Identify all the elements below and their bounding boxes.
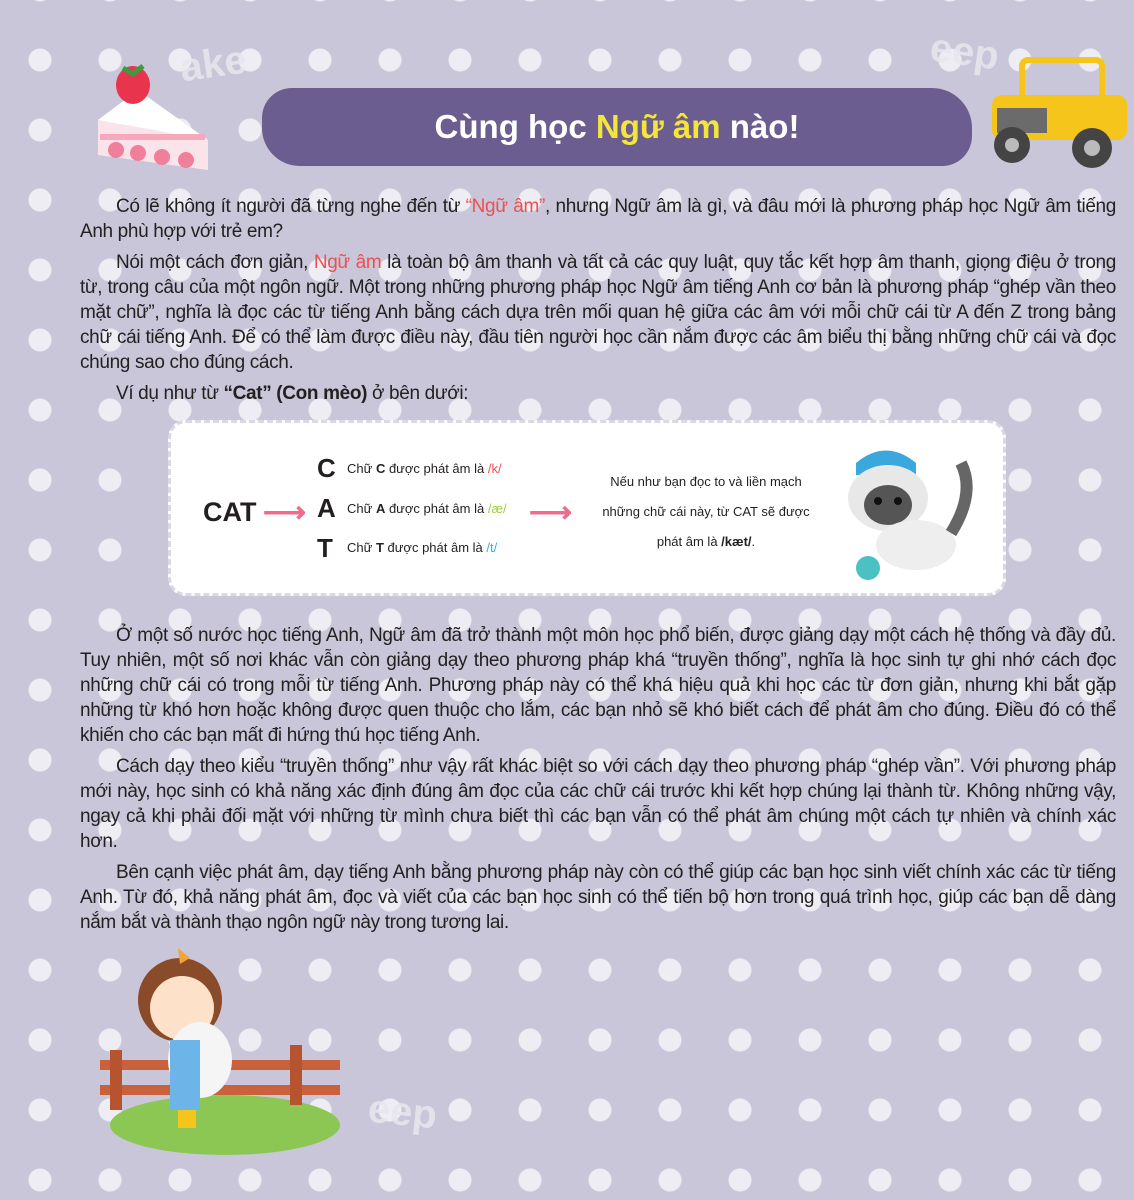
highlight-term: “Ngữ âm” [465,196,545,217]
rule-a [347,501,507,516]
highlight-term: Ngữ âm [313,252,382,273]
title-banner [262,88,972,166]
ipa: /æ/ [487,501,507,516]
intro-text [80,194,1116,412]
text: được phát âm là [385,501,488,516]
body-paragraph-3: Bên cạnh việc phát âm, dạy tiếng Anh bằng phương pháp này còn có thể giúp các bạn học sinh viết chính xác các từ tiếng Anh. Từ đó, khả năng phát âm, đọc và viết của các bạn học sinh có thể tiến bộ hơn trong quá trình học, giúp các bạn dễ dàng nắm bắt và thành thạo ngôn ngữ này trong tương lai. [80,862,1116,933]
cake-illustration [88,60,223,175]
ipa-result: /kæt/ [721,534,752,549]
body-text [80,623,1116,941]
jeep-illustration [982,50,1134,170]
rule-c [347,461,502,476]
title-part1: Cùng học [434,108,596,145]
letter-a: A [317,493,336,523]
intro-paragraph-1 [80,194,1116,244]
text: Ví dụ như từ [116,383,224,404]
example-word: CAT [203,497,257,527]
cat-illustration [826,433,986,583]
text: Có lẽ không ít người đã từng nghe đến từ [116,196,466,217]
title-highlight: Ngữ âm [595,108,721,145]
text: Chữ [347,540,376,555]
decor-word-eep: eep [927,25,1002,79]
letter-t: T [317,533,333,563]
example-explanation [591,467,821,557]
body-paragraph-1: Ở một số nước học tiếng Anh, Ngữ âm đã trở thành một môn học phổ biến, được giảng dạy một cách hệ thống và đầy đủ. Tuy nhiên, một số nơi khác vẫn còn giảng dạy theo phương pháp khá “truyền thống”, nghĩa là học sinh tự ghi nhớ cách đọc những chữ cái có trong mỗi từ tiếng Anh. Phương pháp này có thể khá hiệu quả khi học các từ đơn giản, nhưng khi bắt gặp những từ khó hơn hoặc không được quen thuộc cho lắm, các bạn nhỏ sẽ khó biết cách để phát âm cho đúng. Điều đó có thể khiến cho các bạn mất đi hứng thú học tiếng Anh. [80,625,1116,746]
title-part2: nào! [720,108,800,145]
decor-word-eep-bottom: eep [365,1086,440,1138]
text: Chữ [347,501,376,516]
text: được phát âm là [383,540,487,555]
letter-c: C [317,453,336,483]
text: T [375,540,384,555]
intro-paragraph-2 [80,250,1116,375]
text: A [375,501,386,516]
text: , nhưng Ngữ âm là gì, và đâu mới là phương pháp học Ngữ âm tiếng Anh phù hợp với trẻ em? [80,196,1116,242]
ipa: /k/ [487,461,502,476]
text: là toàn bộ âm thanh và tất cả các quy luật, quy tắc kết hợp âm thanh, giọng điệu ở trong từ, trong câu của một ngôn ngữ. Một trong những phương pháp học Ngữ âm tiếng Anh cơ bản là phương pháp “ghép vần theo mặt chữ”, nghĩa là đọc các từ tiếng Anh bằng cách dựa trên mối quan hệ giữa các âm với mỗi chữ cái từ A đến Z trong bảng chữ cái tiếng Anh. Để có thể làm được điều này, đầu tiên người học cần nắm được các âm biểu thị bằng những chữ cái và đọc chúng sao cho đúng cách. [80,252,1116,373]
page-title [435,108,800,146]
text: Nếu như bạn đọc to và liền mạch những chữ cái này, từ CAT sẽ được phát âm là [602,474,810,549]
ipa: /t/ [486,540,498,555]
bold-term: “Cat” (Con mèo) [223,383,368,404]
body-paragraph-2: Cách dạy theo kiểu “truyền thống” như vậy rất khác biệt so với cách dạy theo phương pháp “ghép vần”. Với phương pháp mới này, học sinh có khả năng xác định đúng âm đọc của các chữ cái trước khi kết hợp chúng lại thành từ. Không những vậy, ngay cả khi phải đối mặt với những từ mình chưa biết thì các bạn vẫn có thể phát âm chúng một cách tự nhiên và chính xác hơn. [80,756,1116,852]
girl-lamb-illustration [90,940,360,1160]
text: được phát âm là [385,461,488,476]
text: Nói một cách đơn giản, [116,252,314,273]
arrow-right-icon: ⟶ [529,496,573,529]
rule-t [347,540,497,555]
text: Chữ [347,461,376,476]
text: ở bên dưới: [367,383,469,404]
cat-example-box [168,420,1006,596]
arrow-right-icon: ⟶ [263,496,307,529]
text: . [751,534,756,549]
intro-paragraph-3 [80,381,1116,406]
text: C [375,461,386,476]
decor-word-ake: ake [177,37,250,91]
